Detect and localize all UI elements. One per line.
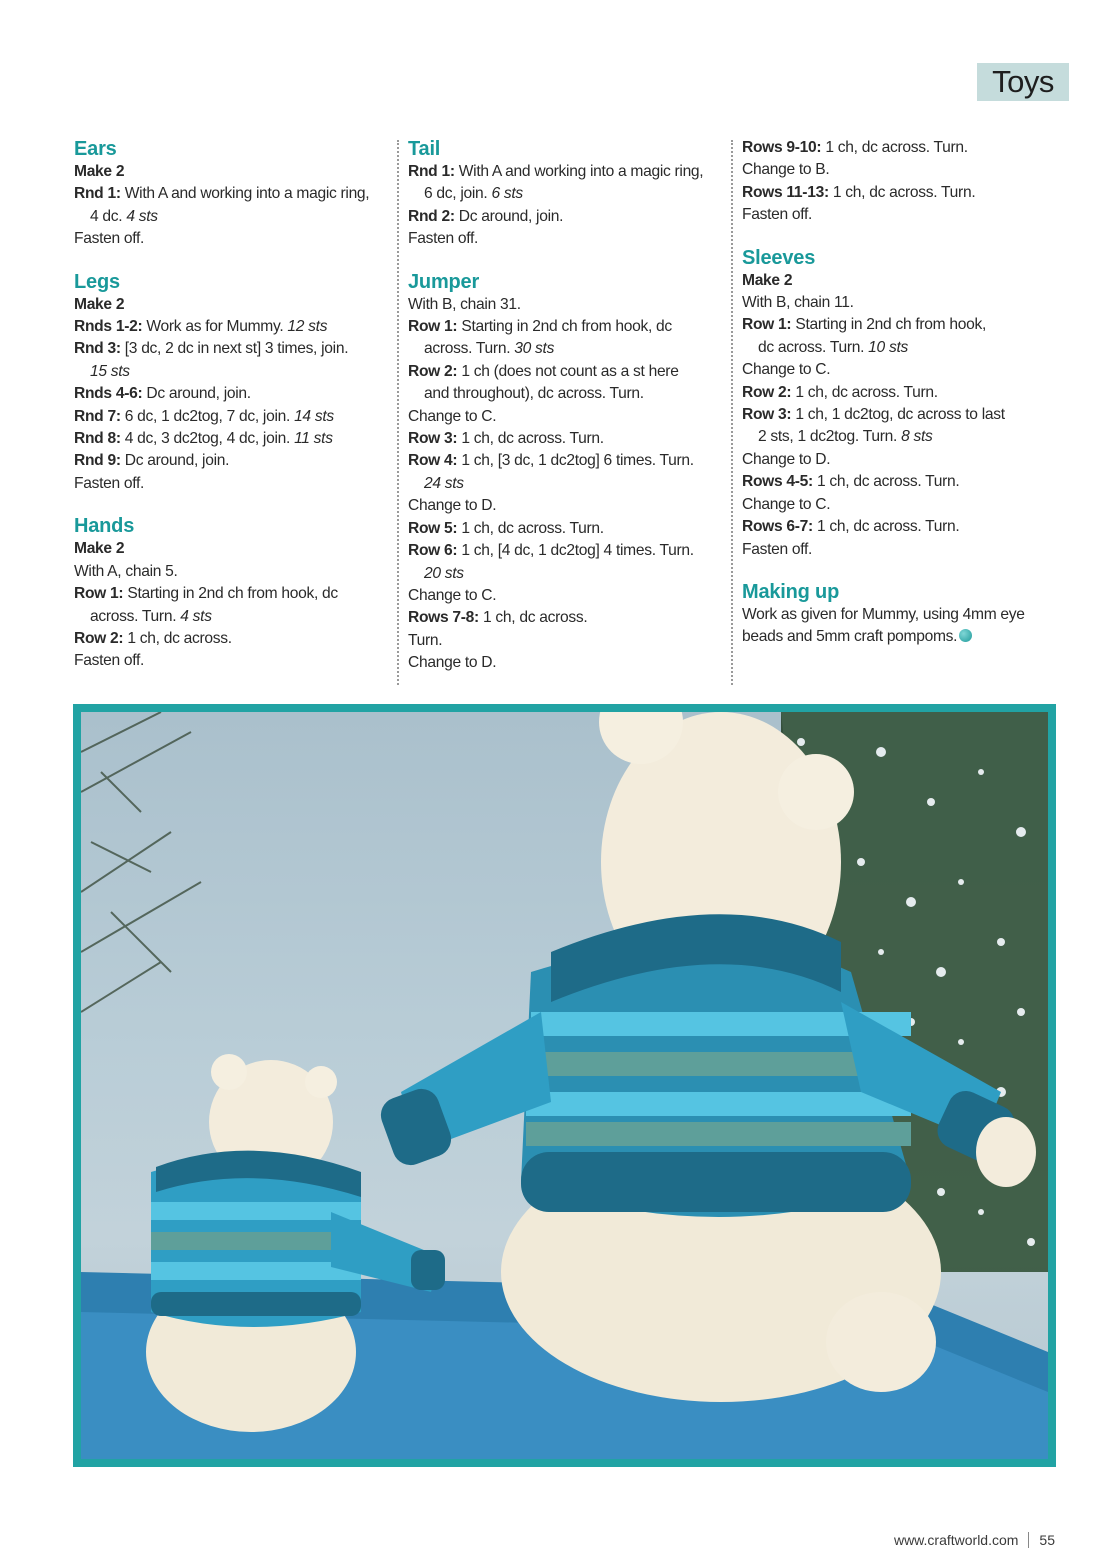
section-jumper-cont xyxy=(742,137,1072,227)
section-ears xyxy=(74,137,394,251)
step-label: Rows 9-10: xyxy=(742,139,822,156)
instruction-line xyxy=(408,228,730,250)
instruction-line xyxy=(742,337,1072,359)
step-label: Row 2: xyxy=(74,629,124,647)
step-label: Rnd 1: xyxy=(74,185,121,203)
section-tag: Toys xyxy=(977,63,1069,101)
column-divider xyxy=(731,140,733,685)
instruction-line xyxy=(742,270,1072,292)
section-jumper xyxy=(408,270,730,675)
instruction-text: 4 dc, 3 dc2tog, 4 dc, join. xyxy=(120,430,295,448)
instruction-line xyxy=(742,426,1072,448)
step-label: Rnd 8: xyxy=(74,430,121,448)
step-label: Rnd 2: xyxy=(408,207,455,225)
instruction-text: 2 sts, 1 dc2tog. Turn. xyxy=(758,428,902,446)
instruction-text: [3 dc, 2 dc in next st] 3 times, join. xyxy=(120,340,349,358)
instruction-text: 6 dc, 1 dc2tog, 7 dc, join. xyxy=(120,407,295,425)
step-label: Rows 11-13: xyxy=(742,183,829,201)
instruction-line xyxy=(74,316,394,338)
section-tail xyxy=(408,137,730,251)
instruction-line xyxy=(74,628,394,650)
instruction-text: Dc around, join. xyxy=(120,452,230,470)
step-label: Rnd 1: xyxy=(408,163,455,180)
instruction-line xyxy=(74,294,394,316)
instruction-line xyxy=(74,161,394,183)
instruction-line xyxy=(74,650,394,672)
section-hands xyxy=(74,514,394,672)
instruction-text: across. Turn. xyxy=(90,607,181,625)
instruction-text: With B, chain 11. xyxy=(742,294,854,312)
instruction-text: 30 sts xyxy=(514,340,555,358)
instruction-line xyxy=(742,404,1072,426)
page-number: 55 xyxy=(1039,1532,1055,1548)
instruction-line xyxy=(408,607,730,629)
instruction-text: Work as given for Mummy, using 4mm eye xyxy=(742,605,1025,623)
instruction-line xyxy=(74,583,394,605)
instruction-line xyxy=(74,338,394,360)
bears-illustration xyxy=(81,712,1048,1459)
instruction-line xyxy=(742,626,1072,648)
step-label: Row 3: xyxy=(408,430,458,448)
instruction-line xyxy=(742,314,1072,336)
instruction-text: 1 ch, dc across. Turn. xyxy=(821,139,968,156)
instruction-text: and throughout), dc across. Turn. xyxy=(424,385,644,403)
instruction-text: With A, chain 5. xyxy=(74,562,178,580)
pattern-column-2 xyxy=(408,137,730,694)
instruction-text: 8 sts xyxy=(901,428,933,446)
section-heading: Legs xyxy=(74,270,120,293)
instruction-text: 12 sts xyxy=(287,318,328,336)
instruction-text: Fasten off. xyxy=(408,230,479,248)
instruction-line xyxy=(408,161,730,183)
instruction-text: 1 ch, 1 dc2tog, dc across to last xyxy=(791,406,1005,424)
instruction-text: 1 ch, dc across. xyxy=(123,629,232,647)
instruction-line xyxy=(742,516,1072,538)
instruction-line xyxy=(742,471,1072,493)
instruction-line xyxy=(408,473,730,495)
step-label: Rnds 1-2: xyxy=(74,318,143,336)
instruction-line xyxy=(742,159,1072,181)
instruction-text: 10 sts xyxy=(868,338,908,356)
instruction-line xyxy=(742,359,1072,381)
instruction-line xyxy=(742,449,1072,471)
instruction-text: Turn. xyxy=(408,631,443,649)
instruction-text: Change to C. xyxy=(408,586,497,604)
instruction-line xyxy=(742,382,1072,404)
step-label: Row 2: xyxy=(408,362,458,380)
instruction-text: 14 sts xyxy=(294,407,334,425)
step-label: Rows 4-5: xyxy=(742,473,813,491)
step-label: Rnd 7: xyxy=(74,407,121,425)
instruction-line xyxy=(742,137,1072,159)
page-footer xyxy=(894,1532,1055,1548)
instruction-text: 1 ch, [3 dc, 1 dc2tog] 6 times. Turn. xyxy=(457,452,694,470)
instruction-text: Change to C. xyxy=(742,495,831,513)
instruction-line xyxy=(74,206,394,228)
instruction-line xyxy=(742,494,1072,516)
instruction-line xyxy=(408,518,730,540)
instruction-text: Work as for Mummy. xyxy=(142,318,288,336)
instruction-text: Change to C. xyxy=(408,407,497,425)
step-label: Row 6: xyxy=(408,542,458,560)
instruction-line xyxy=(408,428,730,450)
instruction-text: Change to D. xyxy=(408,497,497,515)
instruction-text: 11 sts xyxy=(294,430,333,448)
step-label: Make 2 xyxy=(742,271,793,289)
instruction-line xyxy=(408,652,730,674)
instruction-text: 1 ch, dc across. Turn. xyxy=(457,519,604,537)
instruction-text: Change to B. xyxy=(742,161,830,179)
step-label: Rows 6-7: xyxy=(742,518,813,536)
section-heading: Sleeves xyxy=(742,246,816,269)
instruction-text: 1 ch, dc across. Turn. xyxy=(828,183,976,201)
instruction-line xyxy=(408,630,730,652)
instruction-line xyxy=(74,428,394,450)
instruction-line xyxy=(408,338,730,360)
instruction-line xyxy=(74,228,394,250)
instruction-text: Change to C. xyxy=(742,361,831,379)
step-label: Make 2 xyxy=(74,295,125,313)
instruction-text: 1 ch, dc across. xyxy=(478,609,588,627)
instruction-line xyxy=(74,473,394,495)
instruction-text: Starting in 2nd ch from hook, dc xyxy=(123,585,338,603)
instruction-text: 15 sts xyxy=(90,362,130,380)
instruction-text: 6 sts xyxy=(491,185,523,203)
instruction-line xyxy=(408,183,730,205)
instruction-text: Change to D. xyxy=(742,450,831,468)
instruction-text: Fasten off. xyxy=(74,652,145,670)
instruction-line xyxy=(408,563,730,585)
instruction-line xyxy=(408,361,730,383)
instruction-text: 4 sts xyxy=(180,607,212,625)
instruction-text: Starting in 2nd ch from hook, xyxy=(791,316,987,334)
step-label: Rnds 4-6: xyxy=(74,385,143,403)
instruction-line xyxy=(74,383,394,405)
instruction-text: Fasten off. xyxy=(74,474,145,492)
instruction-line xyxy=(408,450,730,472)
instruction-text: Dc around, join. xyxy=(454,207,564,225)
instruction-line xyxy=(742,182,1072,204)
pine-branch xyxy=(81,712,201,1012)
step-label: Rnd 3: xyxy=(74,340,121,358)
step-label: Row 2: xyxy=(742,383,792,401)
instruction-line xyxy=(408,206,730,228)
instruction-line xyxy=(742,604,1072,626)
step-label: Row 1: xyxy=(74,585,124,603)
instruction-text: 4 sts xyxy=(126,207,158,225)
instruction-line xyxy=(74,606,394,628)
column-divider xyxy=(397,140,399,685)
section-heading: Hands xyxy=(74,515,135,538)
yarn-ball-icon xyxy=(959,629,972,642)
pattern-column-1 xyxy=(74,137,394,692)
instruction-line xyxy=(408,406,730,428)
footer-separator xyxy=(1028,1532,1029,1548)
section-heading: Tail xyxy=(408,138,441,160)
instruction-text: 20 sts xyxy=(424,564,464,582)
instruction-line xyxy=(74,406,394,428)
instruction-text: 6 dc, join. xyxy=(424,185,492,203)
section-making-up xyxy=(742,580,1072,649)
instruction-line xyxy=(408,540,730,562)
instruction-line xyxy=(74,561,394,583)
footer-website: www.craftworld.com xyxy=(893,1532,1019,1548)
instruction-text: With A and working into a magic ring, xyxy=(454,163,704,180)
instruction-line xyxy=(742,539,1072,561)
section-sleeves xyxy=(742,246,1072,561)
instruction-line xyxy=(408,316,730,338)
instruction-text: Dc around, join. xyxy=(142,385,251,403)
instruction-line xyxy=(74,183,394,205)
section-legs xyxy=(74,270,394,496)
pattern-column-3 xyxy=(742,137,1072,668)
instruction-text: Fasten off. xyxy=(742,540,813,558)
instruction-text: 1 ch, dc across. Turn. xyxy=(812,473,960,491)
section-heading: Making up xyxy=(742,580,840,603)
step-label: Row 5: xyxy=(408,519,458,537)
instruction-line xyxy=(408,294,730,316)
instruction-text: dc across. Turn. xyxy=(758,338,869,356)
step-label: Row 4: xyxy=(408,452,458,470)
instruction-line xyxy=(742,292,1072,314)
instruction-text: Starting in 2nd ch from hook, dc xyxy=(457,318,672,336)
instruction-line xyxy=(74,538,394,560)
instruction-text: Fasten off. xyxy=(74,230,145,248)
instruction-text: 4 dc. xyxy=(90,207,127,225)
step-label: Rows 7-8: xyxy=(408,609,479,627)
step-label: Make 2 xyxy=(74,540,125,558)
instruction-text: beads and 5mm craft pompoms. xyxy=(742,628,958,646)
instruction-text: With A and working into a magic ring, xyxy=(120,185,370,203)
instruction-text: Fasten off. xyxy=(742,206,813,224)
section-heading: Ears xyxy=(74,138,117,160)
section-heading: Jumper xyxy=(408,270,480,293)
instruction-line xyxy=(74,361,394,383)
instruction-line xyxy=(74,450,394,472)
bears-photo xyxy=(81,712,1048,1459)
step-label: Row 1: xyxy=(742,316,792,334)
step-label: Make 2 xyxy=(74,163,125,180)
instruction-text: 1 ch, dc across. Turn. xyxy=(457,430,604,448)
instruction-text: With B, chain 31. xyxy=(408,295,521,313)
instruction-line xyxy=(408,585,730,607)
instruction-text: 24 sts xyxy=(424,474,464,492)
instruction-line xyxy=(742,204,1072,226)
step-label: Rnd 9: xyxy=(74,452,121,470)
step-label: Row 1: xyxy=(408,318,458,336)
instruction-text: 1 ch, [4 dc, 1 dc2tog] 4 times. Turn. xyxy=(457,542,694,560)
instruction-text: 1 ch, dc across. Turn. xyxy=(812,518,960,536)
instruction-text: 1 ch (does not count as a st here xyxy=(457,362,679,380)
step-label: Row 3: xyxy=(742,406,792,424)
instruction-text: Change to D. xyxy=(408,654,497,672)
instruction-text: 1 ch, dc across. Turn. xyxy=(791,383,938,401)
instruction-line xyxy=(408,495,730,517)
photo-frame xyxy=(73,704,1056,1467)
instruction-line xyxy=(408,383,730,405)
instruction-text: across. Turn. xyxy=(424,340,515,358)
